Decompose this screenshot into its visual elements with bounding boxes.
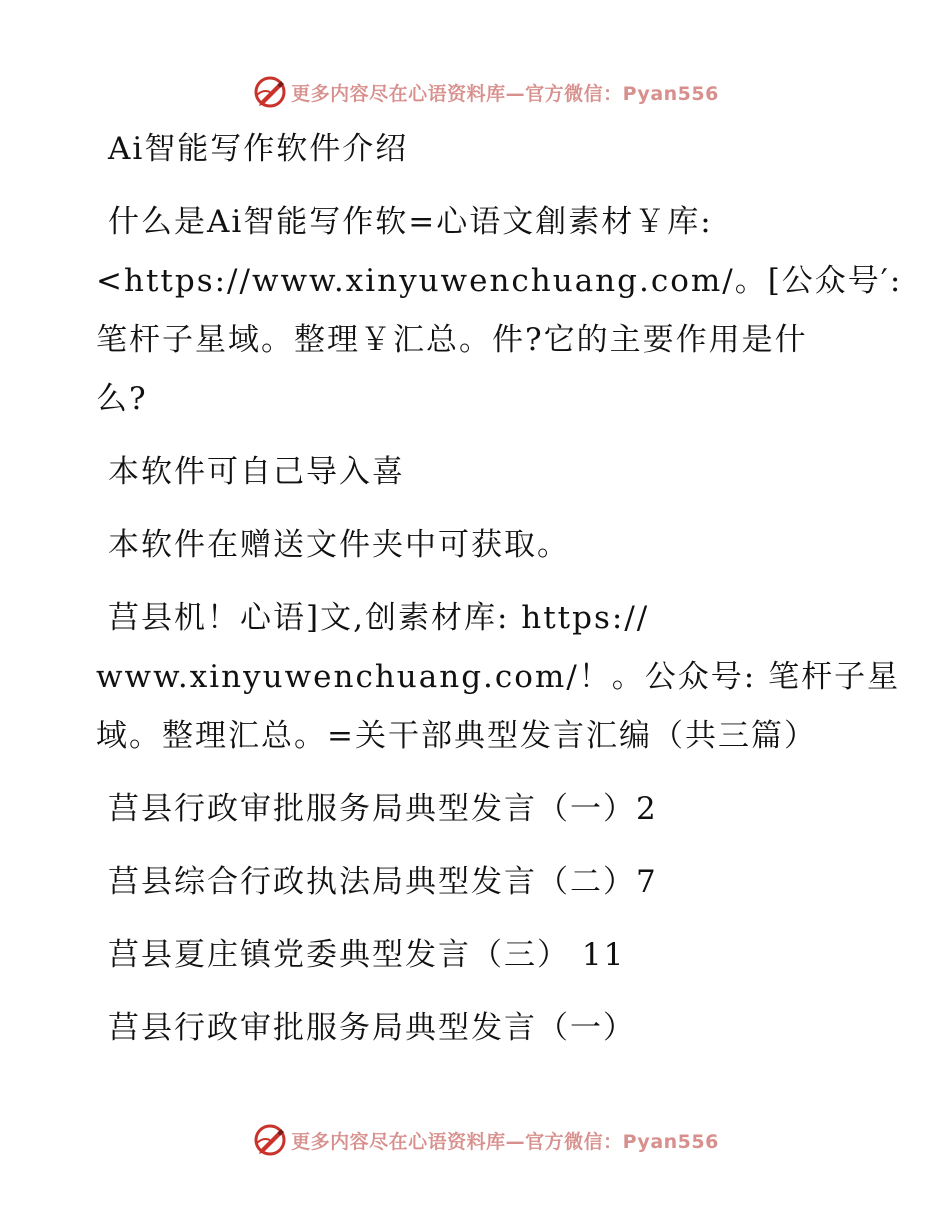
- toc-item-1: [96, 780, 856, 839]
- paragraph-line: 莒县行政审批服务局典型发言（一）: [108, 1010, 636, 1046]
- paragraph-title: [96, 120, 856, 179]
- section-heading: [96, 999, 856, 1058]
- paragraph-line: 域。整理汇总。=关干部典型发言汇编（共三篇）: [96, 718, 817, 754]
- toc-item-3: [96, 926, 856, 985]
- toc-item-2: [96, 853, 856, 912]
- paragraph-line: 本软件在赠送文件夹中可获取。: [108, 527, 570, 563]
- paragraph-line: 莒县行政审批服务局典型发言（一）2: [108, 791, 658, 827]
- pen-logo-icon: [253, 75, 287, 109]
- paragraph-line: <https://www.xinyuwenchuang.com/。[公众号′:: [96, 263, 903, 299]
- paragraph-line: 本软件可自己导入喜: [108, 454, 405, 490]
- document-body: [96, 120, 903, 1058]
- footer-banner-text: 更多内容尽在心语资料库—官方微信：Pyan556: [291, 1130, 719, 1153]
- paragraph-intro: [96, 193, 903, 429]
- paragraph-folder: [96, 516, 856, 575]
- paragraph-import: [96, 443, 856, 502]
- paragraph-line: 笔杆子星域。整理￥汇总。件?它的主要作用是什: [96, 322, 808, 358]
- paragraph-line: 什么是Ai智能写作软=心语文創素材￥库:: [108, 204, 713, 240]
- paragraph-source: [96, 589, 901, 766]
- header-banner: [0, 70, 950, 114]
- paragraph-line: 莒县综合行政执法局典型发言（二）7: [108, 864, 658, 900]
- footer-banner: [0, 1118, 950, 1162]
- paragraph-line: 么?: [96, 381, 148, 417]
- paragraph-line: www.xinyuwenchuang.com/！。公众号: 笔杆子星: [96, 659, 901, 695]
- paragraph-line: 莒县机！心语]文,创素材库: https://: [108, 600, 650, 636]
- header-banner-text: 更多内容尽在心语资料库—官方微信：Pyan556: [291, 82, 719, 105]
- paragraph-line: 莒县夏庄镇党委典型发言（三） 11: [108, 937, 626, 973]
- pen-logo-icon: [253, 1123, 287, 1157]
- paragraph-line: Ai智能写作软件介绍: [108, 131, 409, 167]
